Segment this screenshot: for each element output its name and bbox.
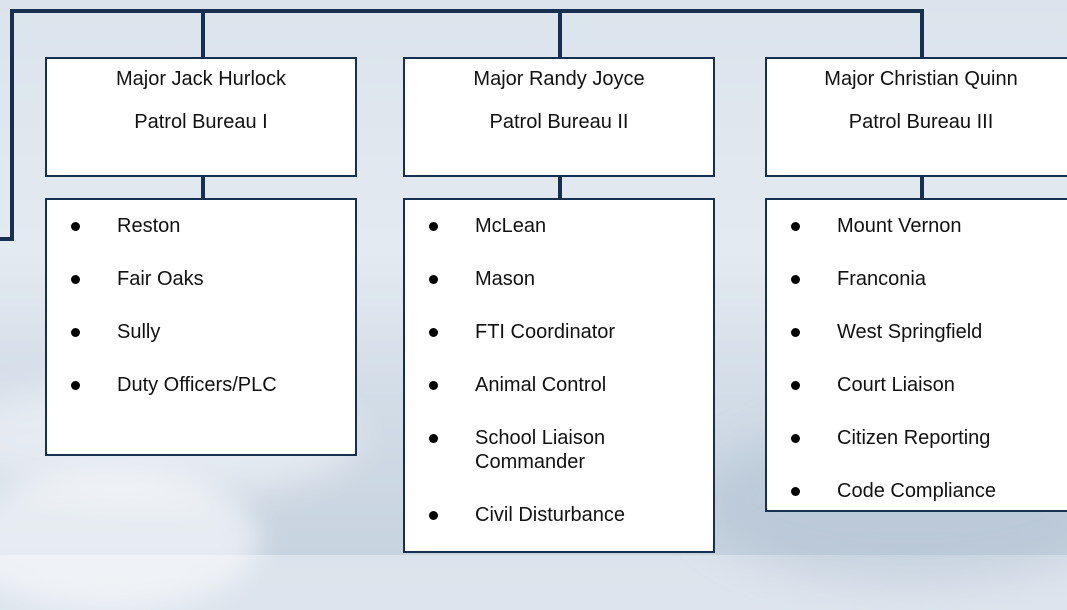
bureau-header-box [45, 57, 357, 177]
list-item [405, 267, 713, 291]
district-list-box [765, 198, 1067, 512]
bullet-icon [429, 511, 438, 520]
list-item [767, 267, 1067, 291]
district-label: Court Liaison [837, 374, 955, 396]
list-item [767, 426, 1067, 450]
list-item [47, 320, 355, 344]
district-label: Code Compliance [837, 480, 996, 502]
connector-mid-2 [558, 175, 562, 200]
bureau-name: Patrol Bureau I [134, 111, 268, 133]
district-label: School Liaison Commander [475, 427, 606, 473]
bullet-icon [429, 434, 438, 443]
bullet-icon [791, 275, 800, 284]
major-name: Major Christian Quinn [824, 68, 1018, 90]
major-name: Major Jack Hurlock [115, 68, 287, 90]
list-item [767, 479, 1067, 503]
list-item [405, 320, 713, 344]
district-list-box [403, 198, 715, 553]
district-label: Fair Oaks [117, 268, 204, 290]
district-label: Animal Control [475, 374, 607, 396]
district-label: West Springfield [837, 321, 983, 343]
district-label: Mason [475, 268, 536, 290]
district-label: Franconia [837, 268, 926, 290]
bureau-name: Patrol Bureau II [489, 111, 629, 133]
district-label: Mount Vernon [837, 215, 962, 237]
district-label: McLean [475, 215, 547, 237]
bureau-header-box [765, 57, 1067, 177]
list-item [47, 373, 355, 397]
bullet-icon [791, 222, 800, 231]
background-haze [0, 470, 260, 610]
bullet-icon [71, 328, 80, 337]
district-label: Sully [117, 321, 161, 343]
bullet-icon [71, 381, 80, 390]
connector-mid-3 [920, 175, 924, 200]
bullet-icon [791, 434, 800, 443]
list-item [405, 214, 713, 238]
list-item [405, 426, 713, 474]
bullet-icon [71, 275, 80, 284]
list-item [405, 373, 713, 397]
bullet-icon [429, 222, 438, 231]
bullet-icon [71, 222, 80, 231]
list-item [767, 320, 1067, 344]
bullet-icon [791, 381, 800, 390]
district-label: Duty Officers/PLC [117, 374, 277, 396]
bullet-icon [429, 275, 438, 284]
connector-left-vertical [10, 9, 14, 241]
bullet-icon [429, 381, 438, 390]
list-item [47, 267, 355, 291]
district-label: Reston [117, 215, 181, 237]
connector-drop-2 [558, 9, 562, 59]
bullet-icon [791, 487, 800, 496]
list-item [47, 214, 355, 238]
district-label: Citizen Reporting [837, 427, 991, 449]
connector-left-stub [0, 237, 14, 241]
bullet-icon [429, 328, 438, 337]
district-label: Civil Disturbance [475, 504, 626, 526]
connector-drop-1 [201, 9, 205, 59]
connector-mid-1 [201, 175, 205, 200]
district-label: FTI Coordinator [475, 321, 616, 343]
list-item [767, 214, 1067, 238]
list-item [405, 503, 713, 527]
bureau-header-box [403, 57, 715, 177]
list-item [767, 373, 1067, 397]
bullet-icon [791, 328, 800, 337]
connector-drop-3 [920, 9, 924, 59]
connector-top-horizontal [12, 9, 924, 13]
district-list-box [45, 198, 357, 456]
bureau-name: Patrol Bureau III [848, 111, 994, 133]
major-name: Major Randy Joyce [473, 68, 645, 90]
